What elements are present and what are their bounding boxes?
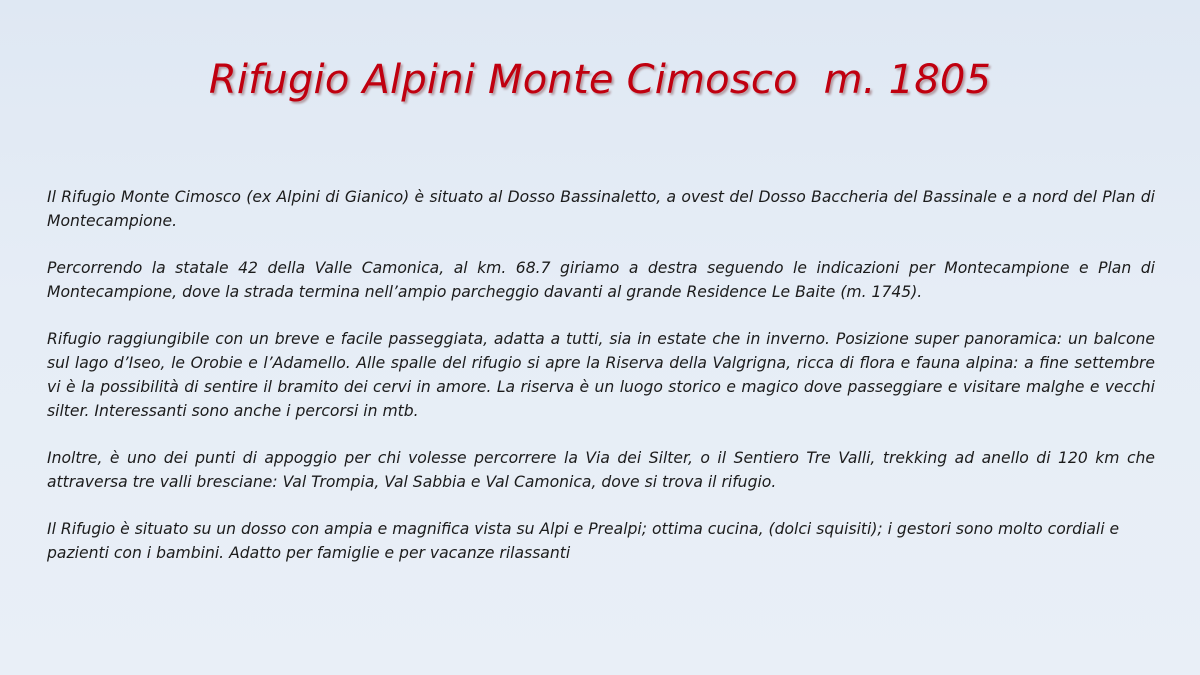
paragraph-trekking: Inoltre, è uno dei punti di appoggio per chi volesse percorrere la Via dei Silter, o il Sentiero Tre Valli, trekking ad anello di 120 km che attraversa tre valli bresciane: Val Trompia, Val Sabbia e Val Camonica, dove si trova il rifugio.	[47, 449, 1155, 491]
paragraph-features: Il Rifugio è situato su un dosso con ampia e magnifica vista su Alpi e Prealpi; ottima cucina, (dolci squisiti); i gestori sono molto cordiali e pazienti con i bambini. Adatto per famiglie e per vacanze rilassanti	[47, 520, 1120, 562]
paragraph-location: Il Rifugio Monte Cimosco (ex Alpini di Gianico) è situato al Dosso Bassinaletto, a ovest del Dosso Baccheria del Bassinale e a nord del Plan di Montecampione.	[47, 188, 1155, 230]
paragraph-directions: Percorrendo la statale 42 della Valle Camonica, al km. 68.7 giriamo a destra seguendo le indicazioni per Montecampione e Plan di Montecampione, dove la strada termina nell’ampio parcheggio davanti al grande Residence Le Baite (m. 1745).	[47, 259, 1155, 301]
paragraph-description: Rifugio raggiungibile con un breve e facile passeggiata, adatta a tutti, sia in estate che in inverno. Posizione super panoramica: un balcone sul lago d’Iseo, le Orobie e l’Adamello. Alle spalle del rifugio si apre la Riserva della Valgrigna, ricca di flora e fauna alpina: a fine settembre vi è la possibilità di sentire il bramito dei cervi in amore. La riserva è un luogo storico e magico dove passeggiare e visitare malghe e vecchi silter. Interessanti sono anche i percorsi in mtb.	[47, 330, 1155, 420]
slide-title: Rifugio Alpini Monte Cimosco m. 1805	[208, 57, 992, 103]
slide-body	[47, 185, 1155, 565]
